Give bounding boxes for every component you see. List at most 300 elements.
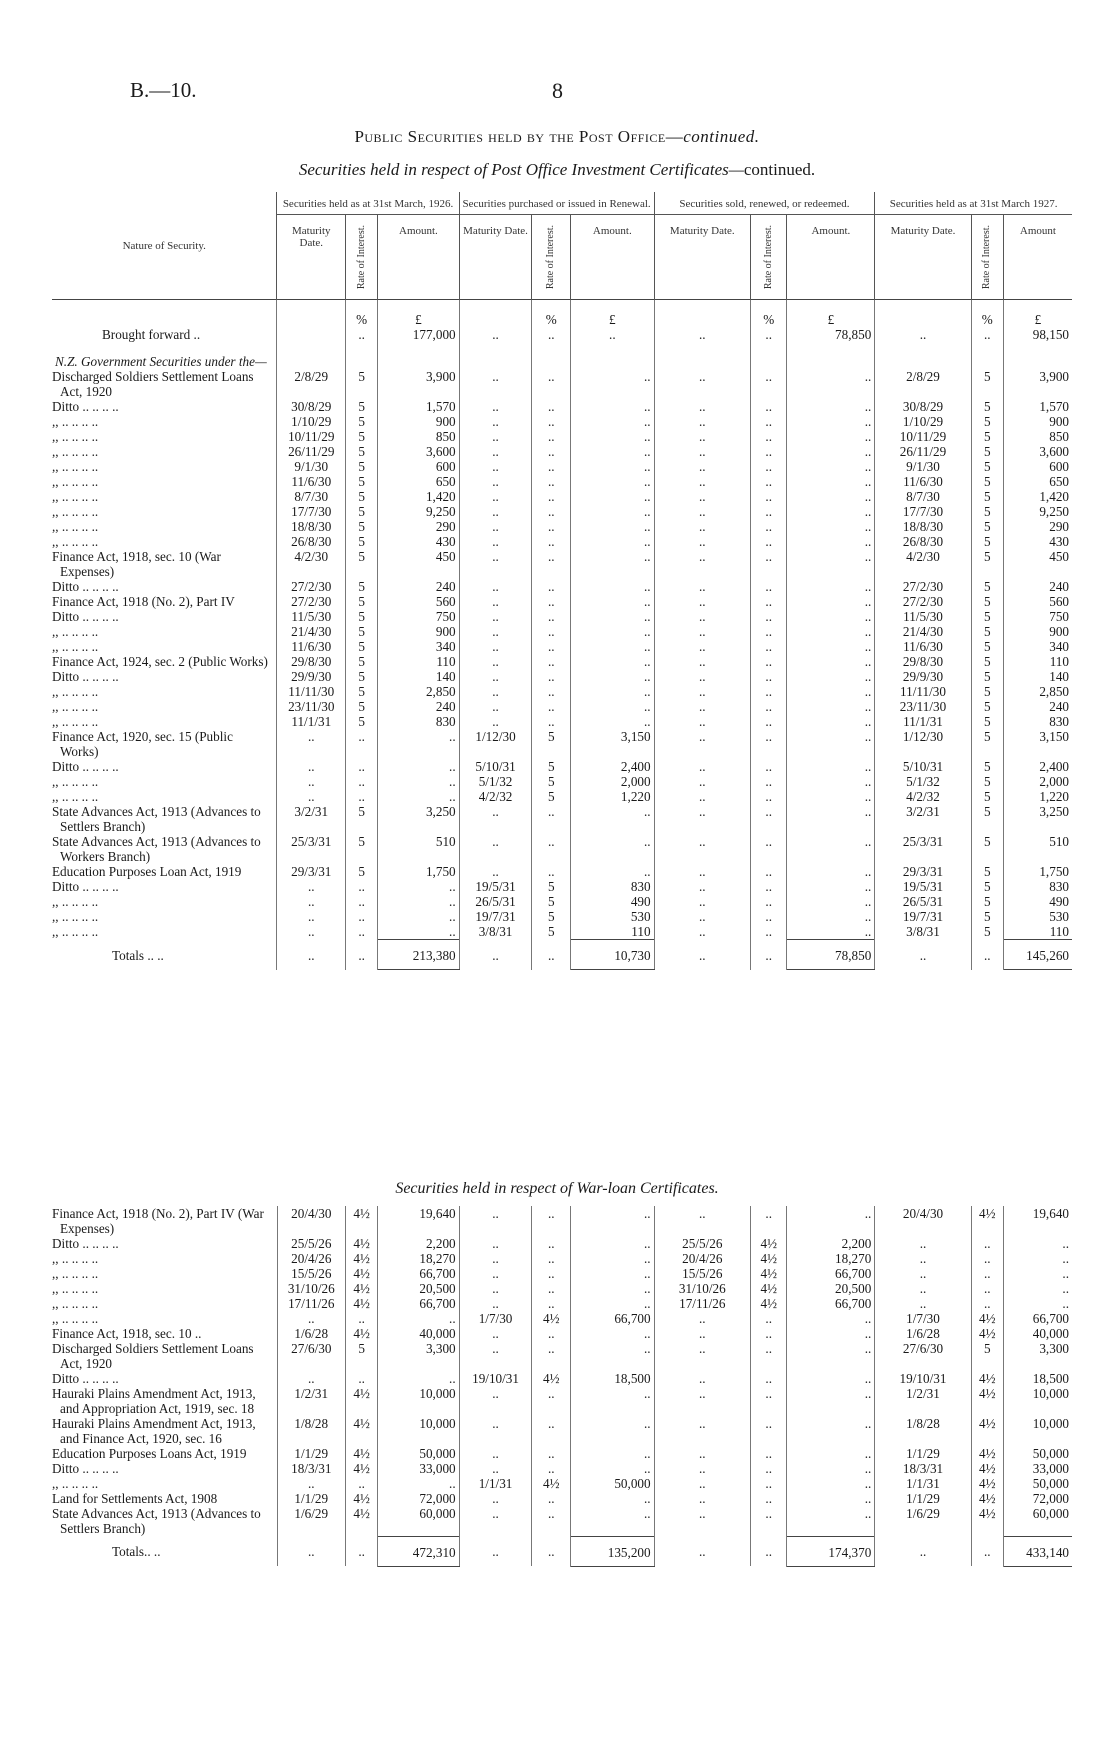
amount-cell: 19,640 [1032, 1206, 1069, 1221]
amount-cell: 66,700 [1032, 1311, 1069, 1326]
cell: .. [532, 940, 571, 970]
maturity-date-cell: .. [654, 684, 750, 699]
amount-cell: 430 [378, 534, 459, 549]
amount-cell: 20,500 [378, 1281, 459, 1296]
amount-cell: .. [571, 654, 655, 669]
security-name: Education Purposes Loan Act, 1919 [52, 864, 277, 879]
maturity-date-cell: .. [654, 1386, 750, 1416]
interest-rate-cell: .. [346, 789, 378, 804]
maturity-date-cell: 1/8/28 [277, 1416, 346, 1446]
interest-rate-cell: .. [751, 729, 787, 759]
interest-rate-cell: 4½ [346, 1461, 378, 1476]
interest-rate-cell: 5 [532, 924, 571, 940]
security-name: Ditto .. .. .. .. [52, 669, 277, 684]
amount-cell: .. [378, 729, 459, 759]
maturity-date-cell: 17/11/26 [654, 1296, 750, 1311]
amount-cell: 650 [378, 474, 459, 489]
maturity-date-cell: .. [654, 1311, 750, 1326]
amount-cell: .. [378, 1476, 459, 1491]
maturity-date-cell: 3/2/31 [875, 804, 971, 834]
maturity-date-cell: 25/3/31 [875, 834, 971, 864]
table-row [52, 924, 1072, 940]
interest-rate-cell: 4½ [971, 1446, 1003, 1461]
amount-cell: .. [787, 1506, 875, 1536]
interest-rate-cell: .. [532, 519, 571, 534]
interest-rate-cell: 5 [346, 369, 378, 399]
maturity-date-cell: .. [459, 474, 532, 489]
interest-rate-cell: 4½ [971, 1491, 1003, 1506]
amount-cell: 110 [1049, 924, 1069, 940]
cell: .. [346, 940, 378, 970]
amount-cell: .. [1062, 1296, 1069, 1311]
table-row [52, 369, 1072, 399]
interest-rate-cell: .. [751, 1206, 787, 1236]
amount-cell: 33,000 [378, 1461, 459, 1476]
maturity-date-cell: .. [654, 429, 750, 444]
amount-cell: .. [787, 1311, 875, 1326]
security-name: Discharged Soldiers Settlement Loans Act, 1920 [52, 369, 277, 399]
amount-cell: .. [571, 609, 655, 624]
cell: .. [459, 1536, 532, 1566]
security-name: Finance Act, 1918 (No. 2), Part IV [52, 594, 277, 609]
amount-cell: .. [787, 1416, 875, 1446]
war-loan-certificates-table [52, 1206, 1072, 1567]
maturity-date-cell: 18/3/31 [875, 1461, 971, 1476]
maturity-date-cell: 19/10/31 [459, 1371, 532, 1386]
amount-cell: .. [1062, 1236, 1069, 1251]
table-row [52, 834, 1072, 864]
group-header-1927: Securities held as at 31st March 1927. [875, 192, 1072, 215]
maturity-date-cell: .. [459, 1236, 532, 1251]
amount-cell: 1,420 [378, 489, 459, 504]
maturity-date-cell: .. [459, 714, 532, 729]
maturity-header: Maturity Date. [277, 215, 346, 300]
amount-cell: .. [571, 474, 655, 489]
interest-rate-cell: 5 [971, 789, 1003, 804]
title-main: Public Securities held by the Post Office— [354, 127, 684, 146]
maturity-date-cell: 11/1/31 [875, 714, 971, 729]
amount-cell: .. [571, 579, 655, 594]
cell: .. [459, 327, 532, 342]
total-amount: 78,850 [787, 940, 875, 970]
interest-rate-cell: 5 [532, 774, 571, 789]
interest-rate-cell: 4½ [971, 1461, 1003, 1476]
maturity-date-cell: .. [459, 1386, 532, 1416]
interest-rate-cell: 5 [346, 549, 378, 579]
amount-cell: 3,600 [378, 444, 459, 459]
security-name: ,, .. .. .. .. [52, 1476, 277, 1491]
amount-cell: 66,700 [787, 1296, 875, 1311]
interest-rate-cell: .. [532, 504, 571, 519]
amount-cell: .. [787, 789, 875, 804]
amount-cell: .. [787, 369, 875, 399]
maturity-date-cell: 30/8/29 [875, 399, 971, 414]
amount-cell: .. [787, 669, 875, 684]
table-row [52, 1206, 1072, 1236]
interest-rate-cell: 4½ [346, 1386, 378, 1416]
interest-rate-cell: 4½ [346, 1281, 378, 1296]
amount-cell: .. [571, 1236, 655, 1251]
interest-rate-cell: .. [751, 624, 787, 639]
maturity-date-cell: .. [654, 1461, 750, 1476]
maturity-date-cell: .. [654, 504, 750, 519]
maturity-date-cell: 9/1/30 [277, 459, 346, 474]
interest-rate-cell: .. [532, 714, 571, 729]
interest-rate-cell: 4½ [971, 1416, 1003, 1446]
amount-cell: 2,000 [571, 774, 655, 789]
amount-cell: .. [571, 1491, 655, 1506]
amount-cell: 240 [378, 699, 459, 714]
amount-cell: .. [571, 684, 655, 699]
amount-cell: .. [571, 1266, 655, 1281]
maturity-date-cell: .. [459, 684, 532, 699]
maturity-date-cell: 11/5/30 [875, 609, 971, 624]
maturity-date-cell: 1/2/31 [277, 1386, 346, 1416]
table-row [52, 1386, 1072, 1416]
amount-cell: 20,500 [787, 1281, 875, 1296]
maturity-date-cell: .. [459, 594, 532, 609]
maturity-date-cell: 29/8/30 [875, 654, 971, 669]
unit-percent: % [971, 300, 1003, 328]
totals-label: Totals .. .. [52, 940, 277, 970]
cell: 78,850 [787, 327, 875, 342]
security-name: Discharged Soldiers Settlement Loans Act, 1920 [52, 1341, 277, 1371]
interest-rate-cell: .. [346, 1371, 378, 1386]
maturity-date-cell: 19/7/31 [875, 909, 971, 924]
maturity-date-cell: 31/10/26 [654, 1281, 750, 1296]
interest-rate-cell: .. [532, 699, 571, 714]
nature-header: Nature of Security. [52, 192, 277, 300]
table-row [52, 699, 1072, 714]
total-amount: 472,310 [378, 1536, 459, 1566]
amount-cell: .. [787, 654, 875, 669]
security-name: State Advances Act, 1913 (Advances to Settlers Branch) [52, 804, 277, 834]
amount-cell: 240 [1049, 579, 1069, 595]
interest-rate-cell: 5 [532, 909, 571, 924]
security-name: ,, .. .. .. .. [52, 1311, 277, 1326]
maturity-date-cell: 29/3/31 [875, 864, 971, 879]
amount-cell: .. [787, 594, 875, 609]
table-row [52, 1506, 1072, 1536]
amount-cell: 10,000 [1032, 1386, 1069, 1401]
table-row [52, 714, 1072, 729]
table-row [52, 894, 1072, 909]
maturity-date-cell: .. [654, 864, 750, 879]
table-row [52, 504, 1072, 519]
maturity-date-cell: 20/4/30 [277, 1206, 346, 1236]
maturity-date-cell: .. [277, 1371, 346, 1386]
security-name: State Advances Act, 1913 (Advances to Settlers Branch) [52, 1506, 277, 1536]
interest-rate-cell: .. [751, 774, 787, 789]
maturity-date-cell: .. [459, 609, 532, 624]
interest-rate-cell: .. [532, 369, 571, 399]
table-row [52, 414, 1072, 429]
maturity-date-cell: .. [459, 1341, 532, 1371]
interest-rate-cell: .. [532, 1236, 571, 1251]
table-row [52, 1251, 1072, 1266]
table-row [52, 534, 1072, 549]
table-row [52, 909, 1072, 924]
security-name: Ditto .. .. .. .. [52, 579, 277, 594]
cell: .. [654, 1536, 750, 1566]
amount-cell: 510 [1049, 834, 1069, 850]
interest-rate-cell: 4½ [346, 1416, 378, 1446]
amount-cell: .. [378, 1311, 459, 1326]
interest-rate-cell: 5 [971, 714, 1003, 729]
maturity-date-cell: .. [277, 909, 346, 924]
interest-rate-cell: 5 [346, 669, 378, 684]
amount-cell: .. [571, 1341, 655, 1371]
amount-cell: .. [787, 804, 875, 834]
interest-rate-cell: 5 [346, 579, 378, 594]
maturity-date-cell: .. [277, 894, 346, 909]
interest-rate-cell: .. [751, 1341, 787, 1371]
amount-cell: .. [571, 1326, 655, 1341]
interest-rate-cell: 5 [346, 609, 378, 624]
maturity-date-cell: .. [277, 879, 346, 894]
table-row [52, 1446, 1072, 1461]
security-name: State Advances Act, 1913 (Advances to Workers Branch) [52, 834, 277, 864]
amount-cell: 2,400 [1039, 759, 1069, 775]
interest-rate-cell: 5 [346, 534, 378, 549]
cell: 177,000 [378, 327, 459, 342]
amount-cell: .. [787, 489, 875, 504]
amount-cell: 50,000 [571, 1476, 655, 1491]
amount-cell: 3,150 [1039, 729, 1069, 745]
amount-cell: 50,000 [1032, 1476, 1069, 1491]
interest-rate-cell: 4½ [971, 1386, 1003, 1416]
amount-cell: 110 [571, 924, 655, 940]
maturity-date-cell: 1/10/29 [277, 414, 346, 429]
amount-cell: .. [378, 909, 459, 924]
maturity-date-cell: 11/6/30 [875, 474, 971, 489]
maturity-date-cell: .. [277, 1476, 346, 1491]
amount-cell: 72,000 [378, 1491, 459, 1506]
maturity-date-cell: 1/1/29 [277, 1491, 346, 1506]
amount-cell: .. [571, 369, 655, 399]
maturity-date-cell: 1/12/30 [459, 729, 532, 759]
maturity-date-cell: 3/8/31 [459, 924, 532, 940]
amount-cell: 2,200 [378, 1236, 459, 1251]
interest-rate-cell: 4½ [971, 1311, 1003, 1326]
interest-rate-cell: 4½ [971, 1506, 1003, 1536]
interest-rate-cell: .. [971, 1236, 1003, 1251]
maturity-date-cell: .. [654, 789, 750, 804]
amount-cell: 530 [571, 909, 655, 924]
cell: .. [971, 327, 1003, 342]
interest-rate-cell: 4½ [971, 1206, 1003, 1236]
maturity-date-cell: .. [654, 1491, 750, 1506]
interest-rate-cell: .. [751, 789, 787, 804]
table-row [52, 729, 1072, 759]
security-name: ,, .. .. .. .. [52, 1266, 277, 1281]
interest-rate-cell: .. [532, 654, 571, 669]
investment-certificates-table [52, 192, 1072, 970]
interest-rate-cell: .. [532, 1326, 571, 1341]
interest-rate-cell: .. [751, 759, 787, 774]
amount-cell: 1,420 [1039, 489, 1069, 505]
maturity-date-cell: 4/2/30 [875, 549, 971, 579]
unit-percent: % [532, 300, 571, 328]
amount-cell: 2,200 [787, 1236, 875, 1251]
security-name: Finance Act, 1920, sec. 15 (Public Works) [52, 729, 277, 759]
amount-cell: .. [787, 1326, 875, 1341]
interest-rate-cell: .. [532, 639, 571, 654]
maturity-date-cell: .. [654, 594, 750, 609]
maturity-date-cell: 1/7/30 [875, 1311, 971, 1326]
security-name: Hauraki Plains Amendment Act, 1913, and Appropriation Act, 1919, sec. 18 [52, 1386, 277, 1416]
interest-rate-cell: .. [751, 684, 787, 699]
unit-percent: % [751, 300, 787, 328]
amount-cell: 3,900 [378, 369, 459, 399]
amount-cell: .. [571, 594, 655, 609]
maturity-date-cell: .. [654, 639, 750, 654]
maturity-date-cell: .. [459, 1506, 532, 1536]
amount-cell: .. [571, 699, 655, 714]
interest-rate-cell: 5 [971, 489, 1003, 504]
amount-cell: .. [787, 729, 875, 759]
interest-rate-cell: .. [346, 924, 378, 940]
maturity-date-cell: 25/5/26 [277, 1236, 346, 1251]
amount-cell: .. [787, 759, 875, 774]
interest-rate-cell: .. [532, 459, 571, 474]
table-row [52, 1491, 1072, 1506]
amount-cell: .. [378, 879, 459, 894]
interest-rate-cell: .. [532, 609, 571, 624]
interest-rate-cell: 4½ [751, 1296, 787, 1311]
amount-cell: 560 [1049, 594, 1069, 610]
interest-rate-cell: 5 [971, 429, 1003, 444]
maturity-date-cell: .. [277, 774, 346, 789]
maturity-date-cell: 11/1/31 [277, 714, 346, 729]
maturity-date-cell: .. [459, 504, 532, 519]
amount-cell: .. [787, 504, 875, 519]
interest-rate-cell: 4½ [751, 1266, 787, 1281]
interest-rate-cell: 5 [346, 684, 378, 699]
amount-cell: 9,250 [378, 504, 459, 519]
interest-rate-cell: .. [532, 1281, 571, 1296]
maturity-date-cell: .. [654, 414, 750, 429]
amount-cell: 1,570 [1039, 399, 1069, 415]
maturity-date-cell: 2/8/29 [277, 369, 346, 399]
unit-percent: % [346, 300, 378, 328]
amount-cell: 1,570 [378, 399, 459, 414]
rate-header: Rate of Interest. [545, 225, 557, 290]
interest-rate-cell: .. [751, 699, 787, 714]
maturity-date-cell: 29/9/30 [875, 669, 971, 684]
maturity-date-cell: .. [875, 1281, 971, 1296]
interest-rate-cell: 5 [346, 459, 378, 474]
interest-rate-cell: 5 [346, 804, 378, 834]
maturity-date-cell: .. [654, 1371, 750, 1386]
cell: .. [654, 940, 750, 970]
table-row [52, 519, 1072, 534]
security-name: ,, .. .. .. .. [52, 1296, 277, 1311]
interest-rate-cell: .. [532, 1461, 571, 1476]
interest-rate-cell: 4½ [971, 1326, 1003, 1341]
total-amount: 213,380 [378, 940, 459, 970]
amount-cell: 50,000 [378, 1446, 459, 1461]
interest-rate-cell: .. [751, 894, 787, 909]
security-name: ,, .. .. .. .. [52, 534, 277, 549]
cell: .. [532, 327, 571, 342]
security-name: ,, .. .. .. .. [52, 699, 277, 714]
amount-cell: 18,270 [787, 1251, 875, 1266]
security-name: Ditto .. .. .. .. [52, 879, 277, 894]
amount-cell: 900 [378, 624, 459, 639]
interest-rate-cell: 4½ [532, 1311, 571, 1326]
maturity-date-cell: 5/10/31 [459, 759, 532, 774]
cell: .. [571, 327, 655, 342]
interest-rate-cell: 5 [346, 834, 378, 864]
amount-cell: .. [571, 399, 655, 414]
interest-rate-cell: .. [751, 1416, 787, 1446]
amount-cell: .. [571, 1251, 655, 1266]
amount-cell: 750 [378, 609, 459, 624]
interest-rate-cell: 4½ [751, 1251, 787, 1266]
maturity-date-cell: .. [459, 459, 532, 474]
interest-rate-cell: 5 [971, 519, 1003, 534]
brought-forward-label: Brought forward .. [52, 327, 277, 342]
maturity-date-cell: .. [654, 534, 750, 549]
amount-cell: 530 [1049, 909, 1069, 925]
maturity-date-cell: .. [277, 924, 346, 940]
amount-cell: .. [787, 609, 875, 624]
amount-cell: 290 [378, 519, 459, 534]
maturity-header: Maturity Date. [875, 215, 971, 300]
maturity-date-cell: .. [459, 1326, 532, 1341]
interest-rate-cell: 5 [971, 639, 1003, 654]
security-name: ,, .. .. .. .. [52, 414, 277, 429]
interest-rate-cell: .. [346, 759, 378, 774]
interest-rate-cell: 5 [971, 504, 1003, 519]
amount-cell: 900 [1049, 414, 1069, 430]
amount-cell: .. [571, 639, 655, 654]
cell: 98,150 [1032, 327, 1069, 343]
maturity-date-cell: 21/4/30 [875, 624, 971, 639]
maturity-date-cell: 19/5/31 [875, 879, 971, 894]
table-row [52, 474, 1072, 489]
amount-cell: .. [787, 924, 875, 940]
interest-rate-cell: .. [532, 1491, 571, 1506]
amount-cell: 1,750 [378, 864, 459, 879]
amount-cell: .. [787, 1446, 875, 1461]
maturity-date-cell: 19/5/31 [459, 879, 532, 894]
maturity-date-cell: .. [459, 1416, 532, 1446]
interest-rate-cell: 5 [346, 594, 378, 609]
maturity-date-cell: 8/7/30 [875, 489, 971, 504]
security-name: Land for Settlements Act, 1908 [52, 1491, 277, 1506]
security-name: Hauraki Plains Amendment Act, 1913, and Finance Act, 1920, sec. 16 [52, 1416, 277, 1446]
table-row [52, 789, 1072, 804]
interest-rate-cell: 5 [346, 414, 378, 429]
maturity-date-cell: 1/6/28 [875, 1326, 971, 1341]
security-name: ,, .. .. .. .. [52, 894, 277, 909]
interest-rate-cell: 5 [532, 729, 571, 759]
amount-cell: 510 [378, 834, 459, 864]
amount-cell: .. [571, 624, 655, 639]
security-name: ,, .. .. .. .. [52, 444, 277, 459]
maturity-date-cell: .. [277, 729, 346, 759]
maturity-date-cell: .. [654, 1326, 750, 1341]
maturity-date-cell: .. [459, 1266, 532, 1281]
maturity-date-cell: .. [654, 714, 750, 729]
amount-cell: 750 [1049, 609, 1069, 625]
interest-rate-cell: .. [346, 894, 378, 909]
amount-cell: .. [571, 414, 655, 429]
table-row [52, 444, 1072, 459]
interest-rate-cell: 5 [532, 789, 571, 804]
